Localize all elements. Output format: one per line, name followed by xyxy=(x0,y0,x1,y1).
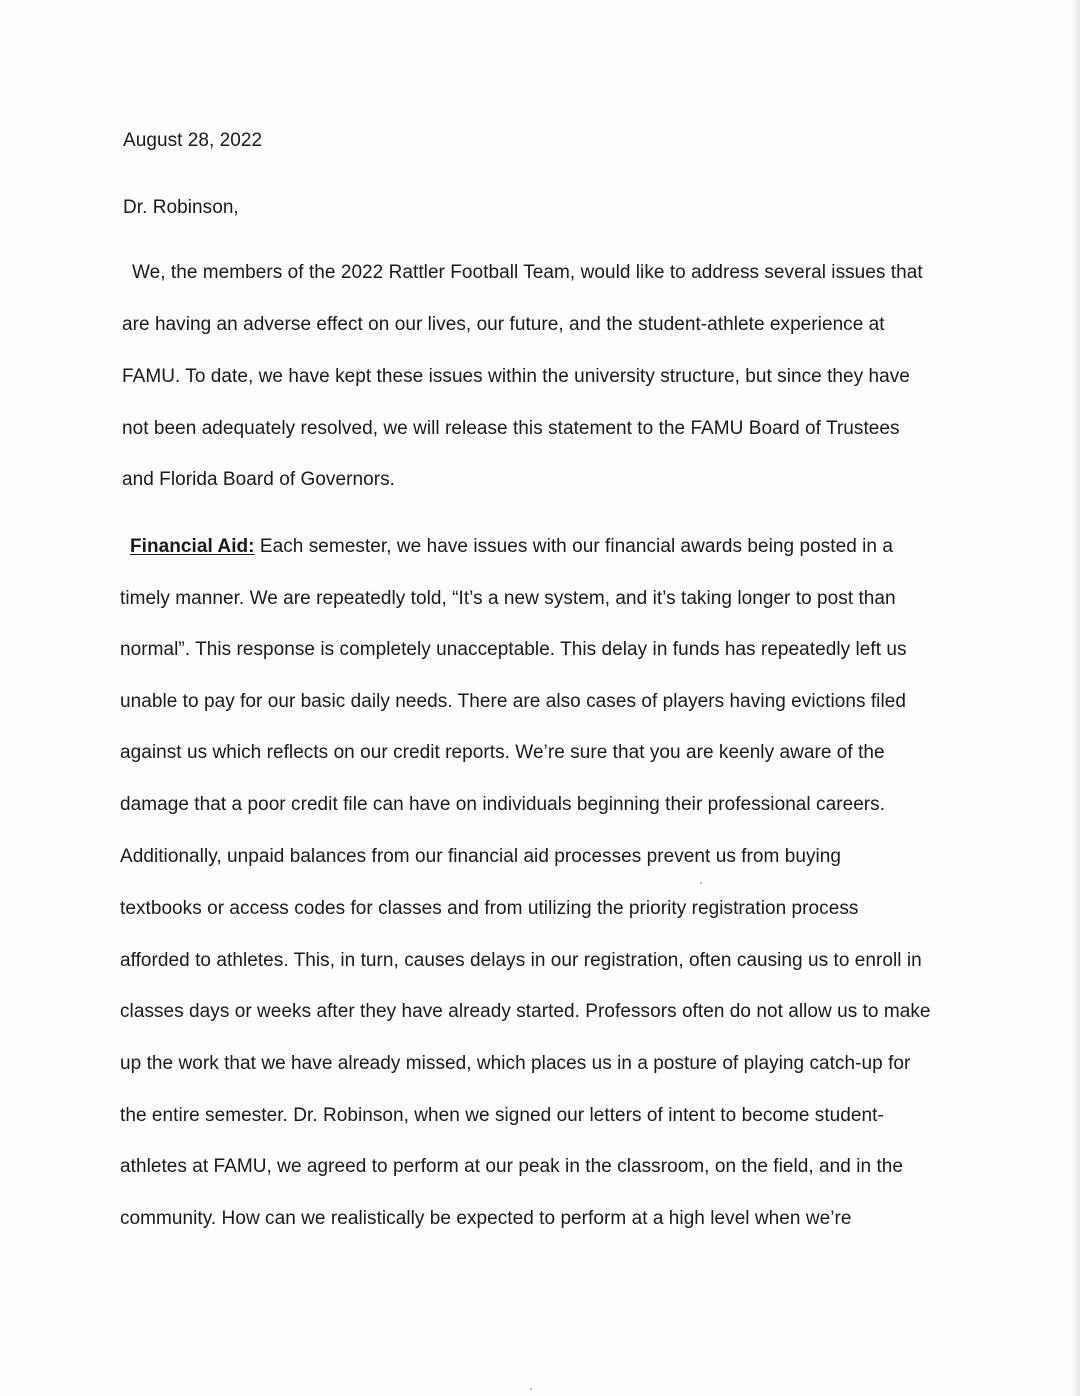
paragraph-line: afforded to athletes. This, in turn, causes delays in our registration, often causing us to enroll in xyxy=(120,950,922,971)
scan-speck xyxy=(700,882,702,884)
paragraph-line xyxy=(130,536,893,558)
paragraph-line: classes days or weeks after they have already started. Professors often do not allow us to make xyxy=(120,1001,931,1022)
paragraph-line: normal”. This response is completely unacceptable. This delay in funds has repeatedly left us xyxy=(120,639,907,660)
salutation: Dr. Robinson, xyxy=(123,197,239,218)
paragraph-line: are having an adverse effect on our lives, our future, and the student-athlete experience at xyxy=(122,314,885,335)
scan-edge-shadow xyxy=(1070,0,1080,1396)
paragraph-line-text: Each semester, we have issues with our financial awards being posted in a xyxy=(254,536,893,557)
paragraph-line: damage that a poor credit file can have on individuals beginning their professional careers. xyxy=(120,794,886,815)
paragraph-line: not been adequately resolved, we will release this statement to the FAMU Board of Trustees xyxy=(122,418,900,439)
financial-aid-heading: Financial Aid: xyxy=(130,536,255,557)
paragraph-line: the entire semester. Dr. Robinson, when we signed our letters of intent to become student- xyxy=(120,1105,884,1126)
paragraph-line: community. How can we realistically be expected to perform at a high level when we’re xyxy=(120,1208,852,1229)
letter-date: August 28, 2022 xyxy=(123,130,263,151)
paragraph-line: unable to pay for our basic daily needs. There are also cases of players having evictions filed xyxy=(120,691,906,712)
paragraph-line: textbooks or access codes for classes and from utilizing the priority registration process xyxy=(120,898,859,919)
paragraph-line: and Florida Board of Governors. xyxy=(122,469,395,490)
paragraph-line: We, the members of the 2022 Rattler Football Team, would like to address several issues that xyxy=(132,262,923,283)
paragraph-line: Additionally, unpaid balances from our financial aid processes prevent us from buying xyxy=(120,846,842,867)
scan-speck xyxy=(530,1388,532,1390)
paragraph-line: athletes at FAMU, we agreed to perform at our peak in the classroom, on the field, and in the xyxy=(120,1156,904,1177)
paragraph-line: FAMU. To date, we have kept these issues within the university structure, but since they have xyxy=(122,366,910,387)
paragraph-line: against us which reflects on our credit reports. We’re sure that you are keenly aware of the xyxy=(120,742,885,763)
paragraph-line: timely manner. We are repeatedly told, “It’s a new system, and it’s taking longer to post than xyxy=(120,588,896,609)
paragraph-line: up the work that we have already missed, which places us in a posture of playing catch-up for xyxy=(120,1053,911,1074)
